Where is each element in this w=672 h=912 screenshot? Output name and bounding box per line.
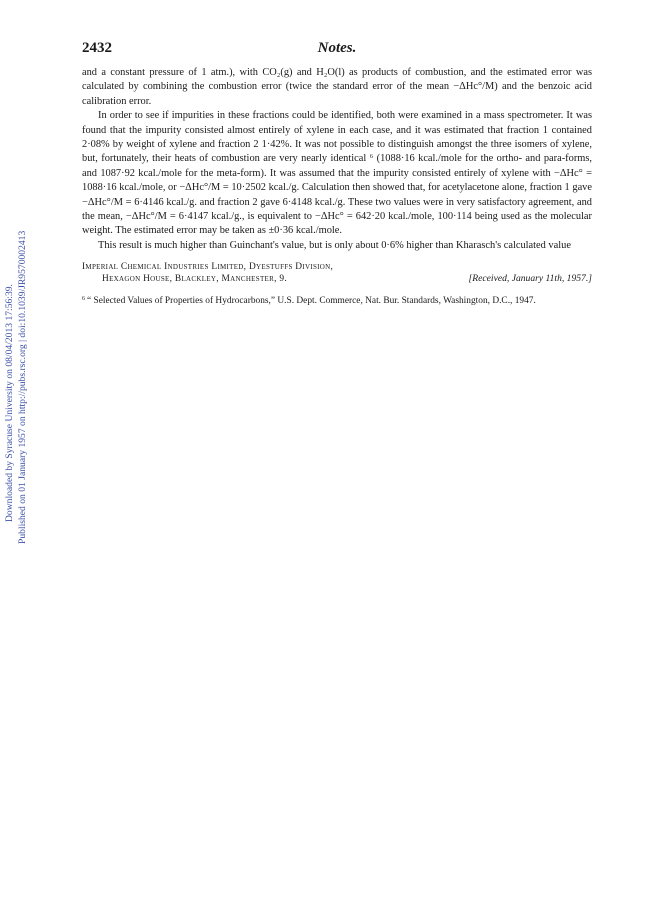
footnote-text: “ Selected Values of Properties of Hydrocarbons,” U.S. Dept. Commerce, Nat. Bur. Standards, Washington, D.C., 1947. bbox=[87, 296, 536, 307]
published-doi-line[interactable]: Published on 01 January 1957 on http://pubs.rsc.org | doi:10.1039/JR9570002413 bbox=[17, 230, 28, 544]
footnote-mark: 6 bbox=[82, 296, 85, 303]
paragraph-impurities: In order to see if impurities in these fractions could be identified, both were examined in a mass spectrometer. It was found that the impurity consisted almost entirely of xylene in each case, and it was estimated that fraction 1 contained 2·08% by weight of xylene and fraction 2 1·42%. It was not possible to distinguish amongst the three isomers of xylene, but, fortunately, their heats of combustion are very nearly identical ⁶ (1088·16 kcal./mole for the ortho- and para-forms, and 1087·92 kcal./mole for the meta-form). It was assumed that the impurity consisted entirely of xylene with −ΔHc° = 1088·16 kcal./mole, or −ΔHc°/M = 10·2502 kcal./g. Calculation then showed that, for acetylacetone alone, fraction 1 gave −ΔHc°/M = 6·4146 kcal./g. and fraction 2 gave 6·4148 kcal./g. These two values were in very satisfactory agreement, and the mean, −ΔHc°/M = 6·4147 kcal./g., is equivalent to −ΔHc° = 642·20 kcal./mole, 100·114 being used as the molecular weight. The estimated error may be taken as ±0·36 kcal./mole. bbox=[82, 110, 592, 237]
download-note-line[interactable]: Downloaded by Syracuse University on 08/04/2013 17:56:39. bbox=[4, 284, 15, 522]
author-affiliation bbox=[82, 261, 592, 285]
running-title: Notes. bbox=[317, 40, 357, 56]
article-body bbox=[82, 66, 592, 253]
footnote bbox=[82, 293, 592, 307]
received-date: [Received, January 11th, 1957.] bbox=[468, 273, 592, 285]
affiliation-line-2: Hexagon House, Blackley, Manchester, 9. bbox=[102, 274, 287, 285]
paragraph-conclusion: This result is much higher than Guinchant's value, but is only about 0·6% higher than Kharasch's calculated value bbox=[98, 239, 571, 251]
journal-page bbox=[82, 40, 592, 307]
page-header bbox=[82, 40, 592, 66]
download-provenance-note bbox=[4, 150, 34, 550]
paragraph-continuation: and a constant pressure of 1 atm.), with CO₂(g) and H₂O(l) as products of combustion, and the estimated error was calculated by combining the combustion error (twice the standard error of the mean −ΔHc°/M) and the benzoic acid calibration error. bbox=[82, 67, 592, 107]
page-number: 2432 bbox=[82, 40, 112, 56]
affiliation-line-1: Imperial Chemical Industries Limited, Dyestuffs Division, bbox=[82, 262, 334, 273]
